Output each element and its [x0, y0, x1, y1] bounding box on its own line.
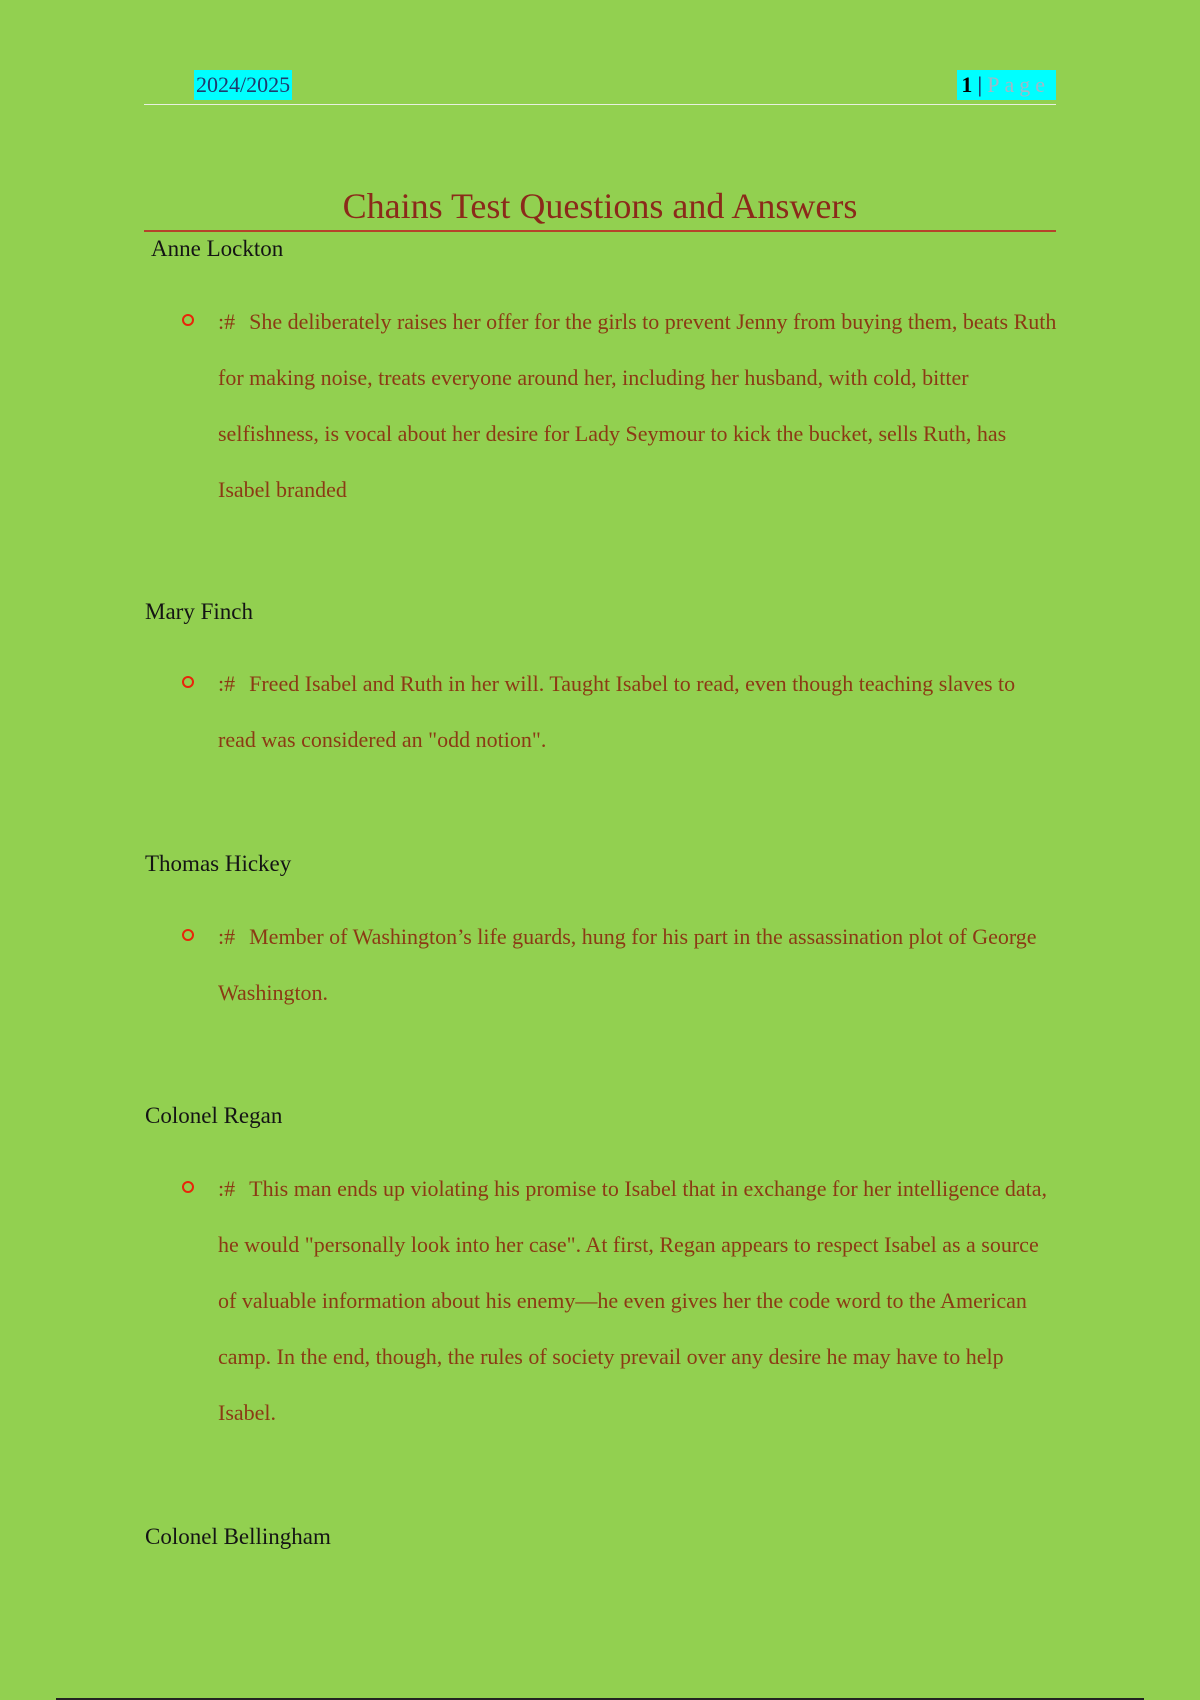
character-name: Colonel Bellingham: [145, 1524, 331, 1549]
page-number-block: [957, 70, 1056, 100]
answer-item: [218, 1161, 1058, 1441]
document-title: Chains Test Questions and Answers: [144, 182, 1056, 232]
answer-text: Freed Isabel and Ruth in her will. Taught Isabel to read, even though teaching slaves to read was considered an "odd notion".: [218, 671, 1016, 752]
answer-marker: :#: [218, 1176, 236, 1201]
page-separator: |: [977, 72, 984, 97]
character-name: Colonel Regan: [145, 1103, 283, 1128]
answer-item: [218, 909, 1058, 1021]
circle-bullet-icon: [182, 1181, 194, 1193]
page-word: Page: [987, 72, 1050, 97]
answer-item: [218, 294, 1058, 518]
header-year: 2024/2025: [194, 70, 292, 100]
answer-item: [218, 656, 1058, 768]
character-name: Thomas Hickey: [145, 851, 292, 876]
circle-bullet-icon: [182, 314, 194, 326]
answer-text: This man ends up violating his promise to Isabel that in exchange for her intelligence data, he would "personally look into her case". At first, Regan appears to respect Isabel as a source of valuable information about his enemy—he even gives her the code word to the American camp. In the end, though, the rules of society prevail over any desire he may have to help Isabel.: [218, 1176, 1048, 1425]
answer-marker: :#: [218, 671, 236, 696]
answer-text: She deliberately raises her offer for the girls to prevent Jenny from buying them, beats Ruth for making noise, treats everyone around her, including her husband, with cold, bitter selfishness, is vocal about her desire for Lady Seymour to kick the bucket, sells Ruth, has Isabel branded: [218, 309, 1057, 502]
answer-marker: :#: [218, 924, 236, 949]
answer-marker: :#: [218, 309, 236, 334]
circle-bullet-icon: [182, 929, 194, 941]
answer-text: Member of Washington’s life guards, hung for his part in the assassination plot of George Washington.: [218, 924, 1037, 1005]
character-name: Mary Finch: [145, 599, 253, 624]
circle-bullet-icon: [182, 676, 194, 688]
page-number: 1: [961, 72, 974, 97]
page-header: [144, 70, 1056, 105]
character-name: Anne Lockton: [151, 236, 284, 261]
